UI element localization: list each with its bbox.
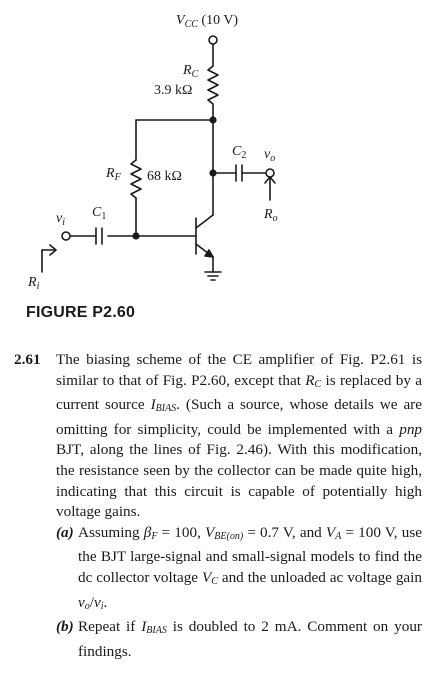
- c1-label: $C_1$: [92, 205, 107, 222]
- problem-intro: The biasing scheme of the CE amplifier of Fig. P2.61 is similar to that of Fig. P2.60, except that $R_C$ is replaced by a current source $I_{BIAS}$. (Such a source, whose details we are omitting for simplicity, could be implemented with a pnp BJT, along the lines of Fig. 2.46). With this modification, the resistance seen by the collector can be made quite high, indicating that this circuit is capable of potentially high voltage gains.: [56, 351, 422, 521]
- junction-rf-top: [210, 117, 216, 123]
- problem-2-61: [14, 350, 422, 662]
- rf-resistor: [131, 160, 141, 198]
- ro-label: $R_o$: [264, 207, 278, 224]
- rc-resistor: [208, 66, 218, 104]
- junction-base: [133, 233, 139, 239]
- vi-terminal: [62, 232, 70, 240]
- part-a-label: (a): [56, 523, 74, 541]
- vo-label: $v_o$: [264, 147, 276, 164]
- problem-part-b: (b) Repeat if $I_{BIAS}$ is doubled to 2 mA. Comment on your findings.: [56, 618, 422, 660]
- vo-terminal: [266, 169, 274, 177]
- rf-label: $R_F$: [106, 166, 121, 183]
- ri-label: $R_i$: [28, 275, 40, 292]
- part-b-label: (b): [56, 618, 74, 636]
- problem-number: 2.61: [14, 351, 41, 368]
- bjt-collector-lead: [196, 215, 213, 228]
- rc-label: $R_C$: [183, 63, 199, 80]
- rf-value: 68 kΩ: [147, 169, 182, 184]
- problem-part-a: (a) Assuming $\beta_F = 100$, $V_{BE(on)} = 0.7$ V, and $V_A = 100$ V, use the BJT large-signal and small-signal models to find the dc collector voltage $V_C$ and the unloaded ac voltage gain $v_o/v_i$.: [56, 523, 422, 612]
- circuit-schematic: [0, 0, 437, 300]
- rc-value: 3.9 kΩ: [154, 83, 193, 98]
- vi-label: $v_i$: [56, 211, 65, 228]
- vcc-terminal: [209, 36, 217, 44]
- figure-caption: FIGURE P2.60: [26, 304, 136, 321]
- c2-label: $C_2$: [232, 144, 247, 161]
- vcc-label: $V_{CC}$ (10 V): [176, 13, 239, 30]
